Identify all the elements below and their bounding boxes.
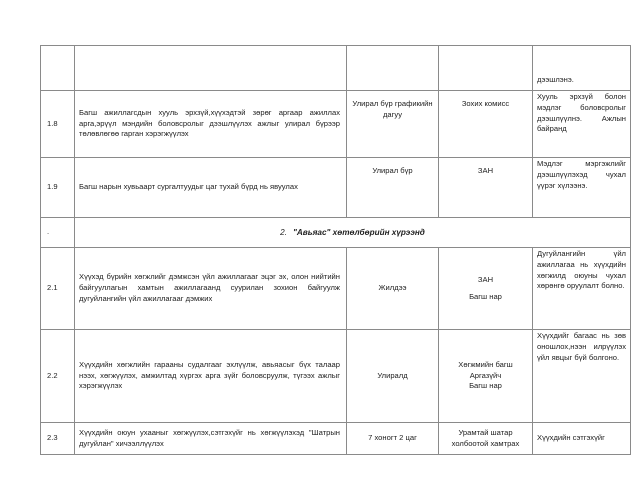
- outcome-text: Хүүхдийн сэтгэхүйг: [533, 423, 631, 455]
- outcome-text: Хууль эрхзүй болон мэдлэг боловсролыг дээшлүүлнэ. Ажлын байранд: [533, 91, 631, 158]
- section-number: 2.: [280, 227, 287, 237]
- table-row: [41, 91, 631, 158]
- task-text: Хүүхдийн оюун ухааныг хөгжүүлэх,сэтгэхүйг нь хөгжүүлэхэд "Шатрын дугуйлан" хичээллүүлэх: [75, 423, 347, 455]
- responsible-cell: [439, 46, 533, 91]
- task-text: Хүүхдийн хөгжлийн гарааны судалгааг эхлүүлж, авьяасыг бүх талаар нээх, хөгжүүлэх, амжилтад хүргэх арга зүйг боловсруулж, түгээх ажлыг хэрэгжүүлэх: [75, 330, 347, 423]
- row-number: 1.8: [41, 91, 75, 158]
- row-number: 2.1: [41, 248, 75, 330]
- table-row: [41, 248, 631, 330]
- responsible-text: Зохих комисс: [439, 91, 533, 158]
- table-row: [41, 330, 631, 423]
- plan-table: [40, 45, 631, 455]
- responsible-line: Аргазүйч: [469, 370, 502, 380]
- row-number: 2.2: [41, 330, 75, 423]
- responsible-text: Урамтай шатар холбоотой хамтрах: [439, 423, 533, 455]
- task-text: Багш ажиллагсдын хууль эрхзүй,хүүхэдтэй зөрөг аргаар ажиллах арга,эрүүл мэндийн боловсролыг дээшлүүлэх ажлыг улирал бүрээр төлөвлөгөө гарган хэрэгжүүлэх: [75, 91, 347, 158]
- responsible-line: ЗАН: [477, 274, 494, 284]
- outcome-text: дээшлэнэ.: [533, 46, 631, 91]
- table-row: [41, 46, 631, 91]
- task-text: [75, 46, 347, 91]
- task-text: Багш нарын хувьаарт сургалтуудыг цаг тухай бүрд нь явуулах: [75, 158, 347, 218]
- outcome-text: Хүүхдийг багаас нь зөв оношлох,нээн илрүүлэх үйл явцыг бүй болгоно.: [533, 330, 631, 423]
- section-title-text: "Авьяас" хөтөлбөрийн хүрээнд: [293, 227, 425, 237]
- responsible-line: Хөгжмийн багш: [458, 359, 513, 369]
- outcome-text: Дугуйлангийн үйл ажиллагаа нь хүүхдийн хөгжилд оюуны чухал хөрөнгө оруулалт болно.: [533, 248, 631, 330]
- section-header-row: [41, 218, 631, 248]
- responsible-line: Багш нар: [469, 381, 502, 391]
- row-number: 1.9: [41, 158, 75, 218]
- time-text: Улирал бүр: [347, 158, 439, 218]
- section-title: [75, 218, 631, 248]
- time-text: Улиралд: [347, 330, 439, 423]
- responsible-line: Багш нар: [469, 291, 502, 301]
- time-text: [347, 46, 439, 91]
- time-text: Улирал бүр графикийн дагуу: [347, 91, 439, 158]
- responsible-cell: [439, 248, 533, 330]
- outcome-text: Мэдлэг мэргэжлийг дээшлүүлэхэд чухал үүрэг хүлээнэ.: [533, 158, 631, 218]
- responsible-cell: [439, 330, 533, 423]
- responsible-text: ЗАН: [439, 158, 533, 218]
- task-text: Хүүхэд бүрийн хөгжлийг дэмжсэн үйл ажиллагааг эцэг эх, олон нийтийн байгууллагын хамтын ажиллагаанд суурилан зохион байгуулж дугуйлангийн үйл ажиллагааг дэмжих: [75, 248, 347, 330]
- time-text: 7 хоногт 2 цаг: [347, 423, 439, 455]
- table-row: [41, 158, 631, 218]
- row-number: 2.3: [41, 423, 75, 455]
- row-number: [41, 46, 75, 91]
- time-text: Жилдээ: [347, 248, 439, 330]
- table-row: [41, 423, 631, 455]
- section-bullet: .: [41, 218, 75, 248]
